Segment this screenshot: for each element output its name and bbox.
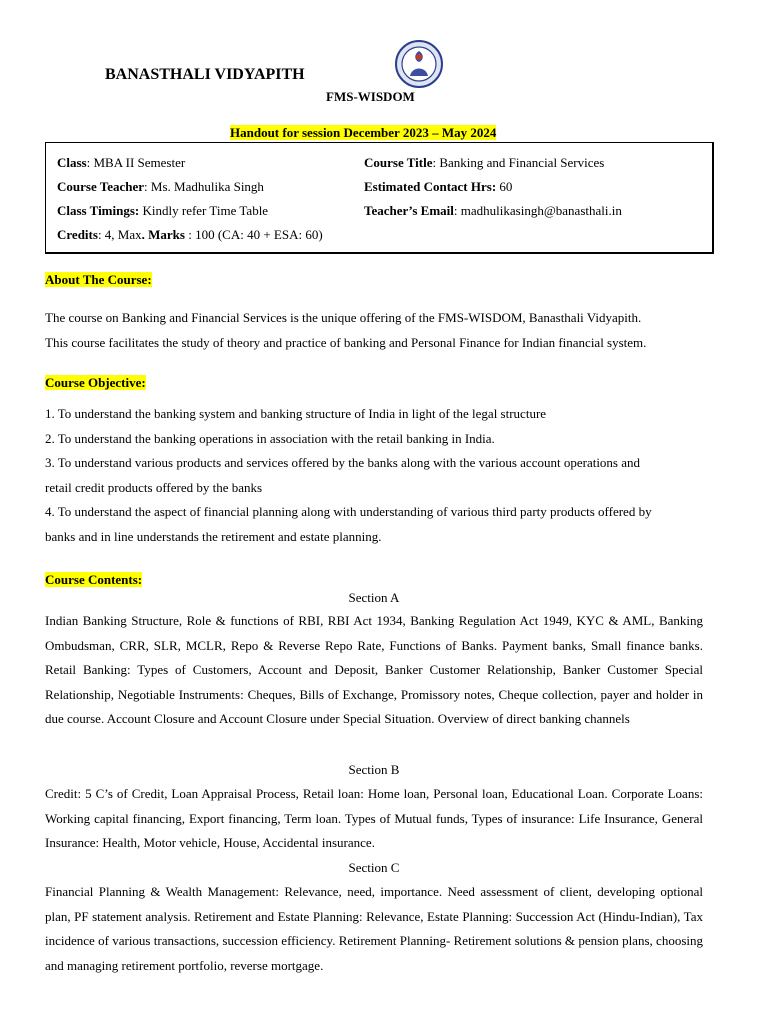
- teacher-row: Course Teacher: Ms. Madhulika Singh: [57, 179, 264, 194]
- credits-row: Credits: 4, Max. Marks : 100 (CA: 40 + ESA: 60): [57, 227, 323, 242]
- university-name: BANASTHALI VIDYAPITH: [105, 66, 305, 83]
- objective-item: 3. To understand various products and services offered by the banks along with the various account operations and: [45, 455, 641, 470]
- university-seal-icon: [395, 40, 443, 88]
- section-b-text: Credit: 5 C’s of Credit, Loan Appraisal Process, Retail loan: Home loan, Personal loan, Educational Loan. Corporate Loans: Working capital financing, Export financing, Term loan. Types of Mutual funds, Types of insurance: Life Insurance, General Insurance: Health, Motor vehicle, House, Accidental insurance.: [45, 786, 703, 851]
- section-a-text: Indian Banking Structure, Role & functions of RBI, RBI Act 1934, Banking Regulation Act 1949, KYC & AML, Banking Ombudsman, CRR, SLR, MCLR, Repo & Reverse Repo Rate, Functions of Banks. Payment banks, Small finance banks. Retail Banking: Types of Customers, Account and Deposit, Banker Customer Relationship, Banker Customer Special Relationship, Negotiable Instruments: Cheques, Bills of Exchange, Promissory notes, Cheque collection, payer and holder in due course. Account Closure and Account Closure under Special Situation. Overview of direct banking channels: [45, 613, 703, 727]
- objective-item: 2. To understand the banking operations in association with the retail banking in India.: [45, 430, 495, 446]
- handout-title: Handout for session December 2023 – May 2024: [230, 125, 497, 140]
- contact-hours-row: Estimated Contact Hrs: 60: [364, 179, 513, 194]
- course-title-row: Course Title: Banking and Financial Services: [364, 155, 605, 170]
- teacher-email-row: Teacher’s Email: madhulikasingh@banasthali.in: [364, 203, 622, 218]
- objective-item: retail credit products offered by the banks: [45, 479, 263, 495]
- objective-item: banks and in line understands the retirement and estate planning.: [45, 528, 382, 544]
- course-info-right: [364, 151, 622, 223]
- timings-row: Class Timings: Kindly refer Time Table: [57, 203, 269, 218]
- objective-item: 4. To understand the aspect of financial planning along with understanding of various third party products offered by: [45, 504, 652, 519]
- class-row: Class: MBA II Semester: [57, 155, 186, 170]
- contents-heading: Course Contents:: [45, 572, 143, 587]
- school-name: FMS-WISDOM: [326, 89, 415, 104]
- section-a-title: Section A: [348, 590, 400, 605]
- objective-item: 1. To understand the banking system and banking structure of India in light of the legal structure: [45, 406, 547, 421]
- objective-heading: Course Objective:: [45, 375, 146, 390]
- section-c-title: Section C: [348, 860, 400, 875]
- about-text: The course on Banking and Financial Services is the unique offering of the FMS-WISDOM, Banasthali Vidyapith. This course facilitates the study of theory and practice of banking and Personal Finance for Indian financial system.: [45, 310, 647, 350]
- about-heading: About The Course:: [45, 272, 152, 287]
- section-c-text: Financial Planning & Wealth Management: Relevance, need, importance. Need assessment of client, developing optional plan, PF statement analysis. Retirement and Estate Planning: Relevance, Estate Planning: Succession Act (Hindu-Indian), Tax incidence of various transactions, succession efficiency. Retirement Planning- Retirement solutions & pension plans, choosing and managing retirement portfolio, reverse mortgage.: [45, 884, 703, 973]
- section-b-title: Section B: [348, 762, 400, 777]
- objective-list: [45, 402, 705, 549]
- course-info-box: [45, 142, 714, 254]
- course-info-left: [57, 151, 323, 247]
